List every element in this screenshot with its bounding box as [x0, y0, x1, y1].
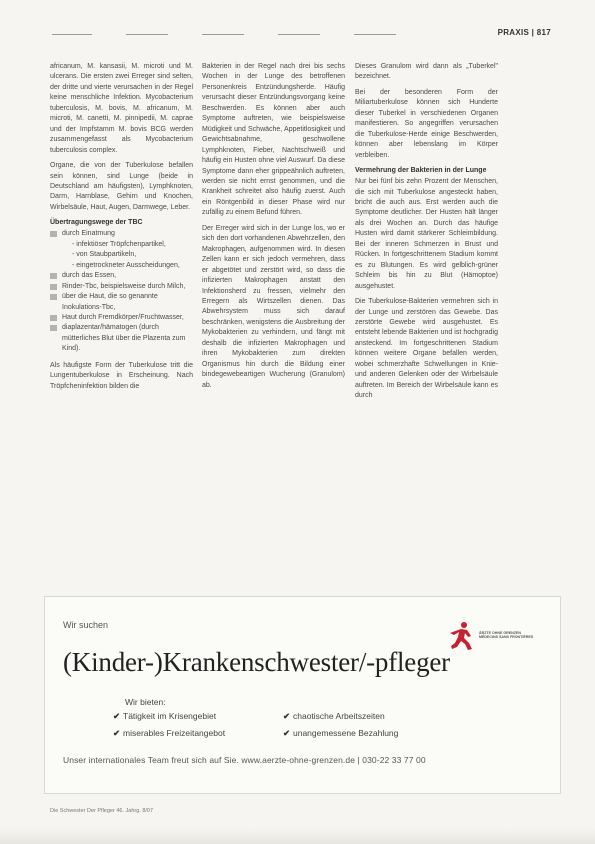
header-rule [354, 34, 396, 35]
checkmark-icon: ✔ [283, 728, 291, 738]
header-rule [52, 34, 92, 35]
checkmark-icon: ✔ [283, 711, 291, 721]
transmission-item-text: - infektiöser Tröpfchenpartikel, [72, 240, 166, 248]
transmission-item [50, 313, 193, 323]
transmission-item-text: - eingetrockneter Ausscheidungen, [72, 261, 180, 269]
bullet-square-icon [50, 273, 57, 279]
scan-edge [0, 828, 595, 844]
text-column-3 [355, 62, 498, 407]
paragraph: Als häufigste Form der Tuberkulose tritt die Lungentuberkulose in Erscheinung. Nach Tröpfcheninfektion bilden die [50, 361, 193, 390]
subheading: Übertragungswege der TBC [50, 219, 143, 227]
msf-logo [447, 621, 543, 653]
transmission-item-text: - von Staubpartikeln, [72, 251, 137, 259]
transmission-item-text: Haut durch Fremdkörper/Fruchtwasser, [62, 313, 184, 321]
ad-benefit [113, 728, 225, 739]
ad-offer-label: Wir bieten: [125, 697, 166, 707]
ad-benefit-label: unangemessene Bezahlung [293, 728, 399, 738]
ad-benefit-label: miserables Freizeitangebot [123, 728, 226, 738]
bullet-square-icon [50, 325, 57, 331]
text-column-1 [50, 62, 193, 397]
checkmark-icon: ✔ [113, 728, 121, 738]
ad-title: (Kinder-)Krankenschwester/-pfleger [63, 647, 450, 677]
logo-line: MÉDECINS SANS FRONTIÈRES [479, 635, 534, 640]
ad-benefit [283, 728, 398, 739]
subheading: Vermehrung der Bakterien in der Lunge [355, 167, 487, 175]
transmission-list [50, 229, 193, 354]
section-page-number: PRAXIS | 817 [497, 28, 551, 37]
paragraph: Dieses Granulom wird dann als „Tuberkel" bezeichnet. [355, 63, 498, 81]
running-figure-icon [447, 621, 475, 651]
page-footer: Die Schwester Der Pfleger 46. Jahrg. 8/07 [50, 808, 154, 814]
transmission-item [50, 240, 193, 250]
logo-line: ÄRZTE OHNE GRENZEN [479, 631, 521, 635]
paragraph: Bakterien in der Regel nach drei bis sechs Wochen in der Lunge des betroffenen Personenkreis Entzündungsherde. Häufig verursacht dieser Entzündungsvorgang keine Beschwerden. Es können aber auch Symptome auftreten, wie beispielsweise Müdigkeit und Schwäche, Appetitlosigkeit und Gewichtsabnahme, geschwollene Lymphknoten, Fieber, Nachtschweiß und häufig ein Husten ohne viel Auswurf. Da diese Symptome dann eher grippeähnlich auftreten, werden sie nicht ernst genommen, und die Krankheit schreitet also häufig zuerst. Auch ein Röntgenbild in dieser Phase wird nur zufällig zu einem Befund führen. [202, 63, 345, 217]
transmission-item-text: über die Haut, die so genannte Inokulations-Tbc, [62, 293, 158, 311]
header-rule [126, 34, 168, 35]
paragraph: Nur bei fünf bis zehn Prozent der Menschen, die sich mit Tuberkulose angesteckt haben, bricht die auch aus. Erst werden auch die Symptome deutlicher. Der Husten hält länger als drei Wochen an. Durch das häufige Husten wird damit stärkerer Schleimbildung. Bei der inneren Schmerzen in Brust und Rücken. In fortgeschrittenem Stadium kommt es zu Blutungen. Es wird gelblich-grüner Schleim bis hin zu Blut (Hämoptoe) ausgehustet. [355, 178, 498, 290]
ad-contact-line: Unser internationales Team freut sich auf Sie. www.aerzte-ohne-grenzen.de | 030-22 33 77 00 [63, 755, 426, 765]
ad-benefit [283, 711, 385, 722]
header-rule [278, 34, 320, 35]
paragraph: Bei der besonderen Form der Miliartuberkulose können sich Hunderte dieser Tuberkel in verschiedenen Organen manifestieren. So angegriffen verursachen die Tuberkulose-Herde einige Beschwerden, können aber lebenslang im Körper verbleiben. [355, 88, 498, 159]
header-rule [202, 34, 244, 35]
bullet-square-icon [50, 284, 57, 290]
bullet-square-icon [50, 294, 57, 300]
transmission-item [50, 271, 193, 281]
transmission-item [50, 282, 193, 292]
job-advertisement [44, 596, 561, 794]
ad-benefit-label: Tätigkeit im Krisengebiet [123, 711, 217, 721]
ad-benefit [113, 711, 216, 722]
paragraph: Organe, die von der Tuberkulose befallen sein können, sind Lunge (beide in Deutschland am häufigsten), Lymphknoten, Darm, Harnblase, Gehirn und Knochen, Wirbelsäule, Haut, Augen, Darmwege, Leber. [50, 162, 193, 211]
checkmark-icon: ✔ [113, 711, 121, 721]
transmission-item [50, 292, 193, 313]
paragraph: Der Erreger wird sich in der Lunge los, wo er sich den dort vorhandenen Abwehrzellen, den Makrophagen, aufgenommen wird. In diesen Zellen kann er sich jedoch vermehren, dass er abgetötet und zerstört wird, so dass die infizierten Makrophagen anstatt den Infektionsherd zu fressen, vielmehr den Erregern als Wirtszellen dienen. Das Abwehrsystem muss sich darauf beschränken, wenigstens die Ausbreitung der Mykobakterien zu verhindern, und fängt mit deshalb die infizierten Makrophagen und ihren Mykobakterien zum direkten Organismus hin durch die Bildung einer bindegewebeartigen Wucherung (Granulom) ab. [202, 224, 345, 389]
transmission-item [50, 261, 193, 271]
text-column-2 [202, 62, 345, 396]
transmission-item-text: diaplazentar/hämatogen (durch mütterliches Blut über die Plazenta zum Kind). [62, 324, 186, 353]
bullet-square-icon [50, 231, 57, 237]
transmission-item [50, 323, 193, 354]
paragraph: africanum, M. kansasii, M. microti und M. ulcerans. Die ersten zwei Erreger sind selten, der dritte und vierte verursachen in der Regel keine menschliche Infektion. Mycobacterium tuberculosis, M. bovis, M. africanum, M. microti, M. canetti, M. pinnipedii, M. caprae und der Impfstamm M. bovis BCG werden zusammengefasst als Mycobacterium tuberculosis complex. [50, 63, 193, 154]
transmission-item-text: Rinder-Tbc, beispielsweise durch Milch, [62, 282, 186, 290]
transmission-item [50, 250, 193, 260]
bullet-square-icon [50, 315, 57, 321]
transmission-item-text: durch Einatmung [62, 230, 115, 238]
ad-intro: Wir suchen [63, 620, 109, 630]
transmission-item [50, 229, 193, 239]
paragraph: Die Tuberkulose-Bakterien vermehren sich in der Lunge und zerstören das Gewebe. Das zerstörte Gewebe wird ausgehustet. Es entsteht lebende Bakterien und ist hochgradig ansteckend. Im fortgeschrittenen Stadium können weitere Organe befallen werden, wobei schmerzhafte Schwellungen in Knie- und anderen Gelenken oder der Wirbelsäule auftreten. Im Bereich der Wirbelsäule kann es durch [355, 298, 498, 400]
transmission-item-text: durch das Essen, [62, 272, 117, 280]
ad-benefit-label: chaotische Arbeitszeiten [293, 711, 385, 721]
logo-text [479, 631, 533, 640]
